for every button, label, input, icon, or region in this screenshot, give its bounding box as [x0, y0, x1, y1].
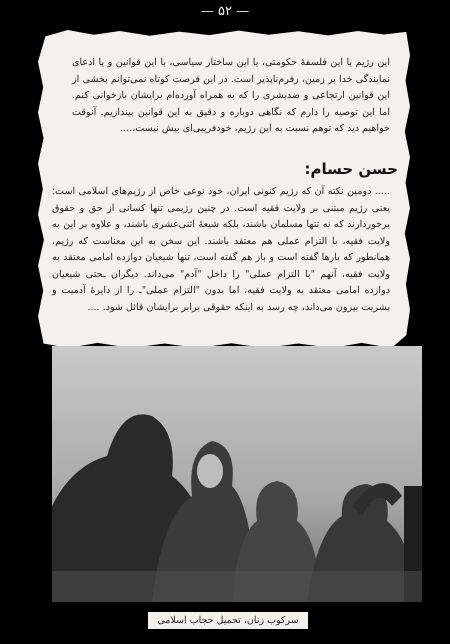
article-paragraph-2: ..... دومین نکته آن که رژیم کنونی ایران، خود نوعی خاص از رژیم‌های اسلامی است؛ یعنی رژیم مبتنی بر ولایت فقیه است. در چنین رژیمی تنها کسانی از حق و حقوق برخوردارند که نه تنها مسلمان باشند، بلکه شیعهٔ اثنی‌عشری باشند، و علاوه بر این به ولایت فقیه، با التزام عملی هم معتقد باشند. این سخن به این معناست که رژیم، همانطور که بارها گفته است و باز هم گفته است، تنها شیعیان دوازده امامی معتقد به ولایت فقیه، آنهم "با التزام عملی" را داخل "آدم" می‌داند. دیگران ـحتی شیعیان دوازده امامی معتقد به ولایت فقیه، اما بدون "التزام عملی"ـ را از دایرهٔ آدمیت و بشریت بیرون می‌داند، چه رسد به اینکه حقوقی برابر برایشان قائل شود. ....: [52, 186, 390, 313]
speaker-heading: حسن حسام:: [304, 160, 398, 178]
article-paragraph-1: این رژیم یا این فلسفهٔ حکومتی، یا این ساختار سیاسی، با این قوانین و یا ادعای نمایندگی خدا بر زمین، رفرم‌ناپذیر است. در این فرصت کوتاه نمی‌توانم بخشی از این قوانین ارتجاعی و ضدبشری را که به همراه آورده‌ام برایشان بازخوانی کنم. اما این توصیه را دارم که نگاهی دوباره و دقیق به این قوانین بیندازیم. آنوقت خواهیم دید که توهم نسبت به این رژیم، خودفریبی‌ای بیش نیست،....: [72, 57, 390, 134]
protest-photo: [52, 346, 422, 602]
photo-caption: سرکوب زنان، تحمیل حجاب اسلامی: [148, 612, 308, 629]
photo-illustration: [52, 346, 422, 602]
page-number: — ۵۲ —: [200, 4, 250, 19]
